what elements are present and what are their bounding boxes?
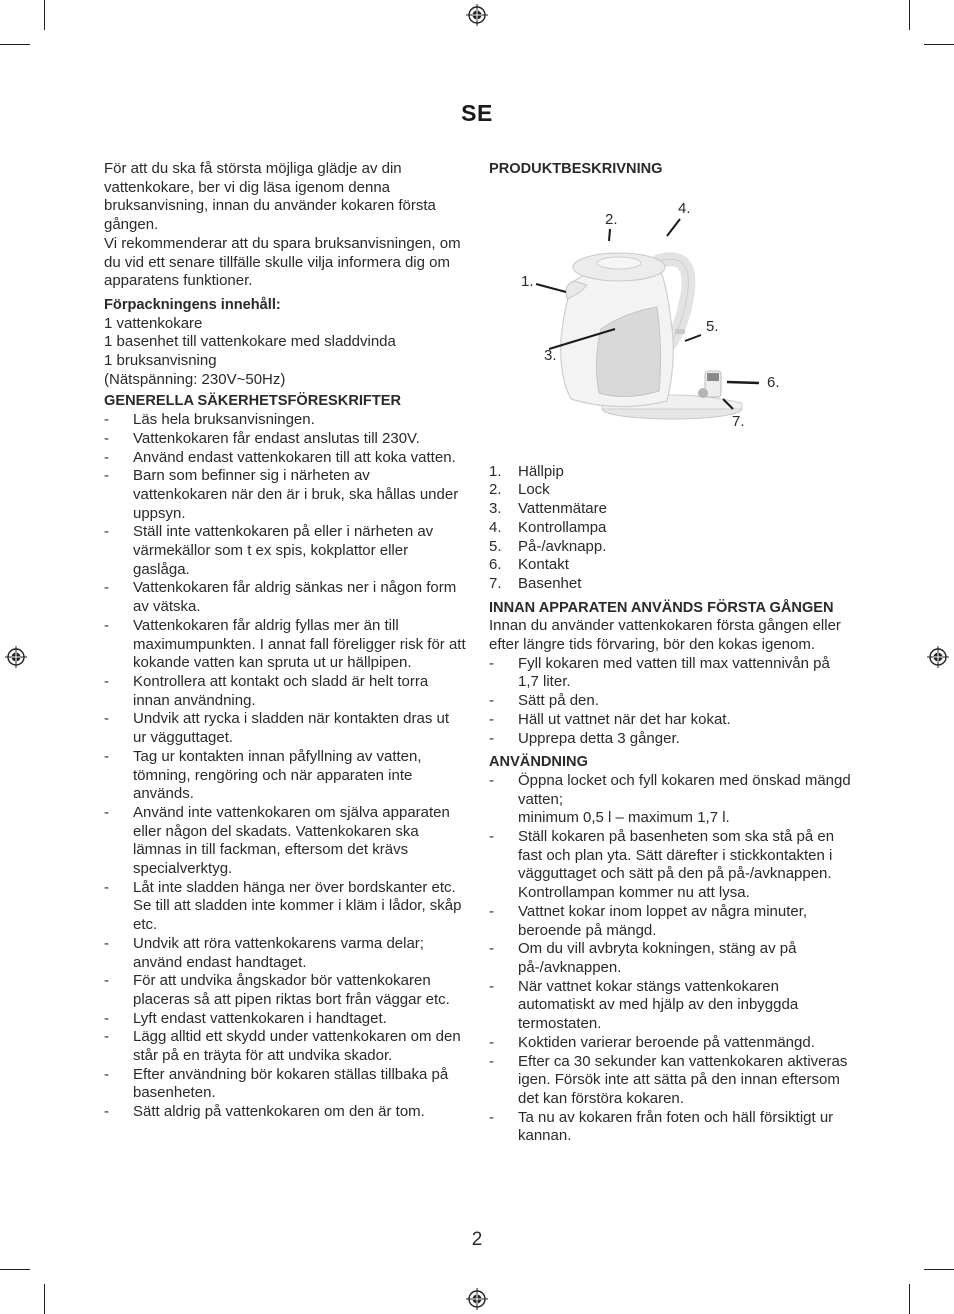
usage-step: Öppna locket och fyll kokaren med önskad mängd vatten; (518, 771, 851, 808)
crop-mark (0, 44, 30, 45)
list-item: - Fyll kokaren med vatten till max vattennivån på 1,7 liter. (489, 655, 851, 692)
list-item (489, 538, 851, 557)
callout-label: 5. (706, 317, 719, 335)
registration-mark-icon (466, 4, 488, 26)
list-item: - Ta nu av kokaren från foten och häll försiktigt ur kannan. (489, 1109, 851, 1146)
list-item: - Lyft endast vattenkokaren i handtaget. (104, 1010, 466, 1029)
list-item: - Sätt aldrig på vattenkokaren om den är tom. (104, 1103, 466, 1122)
page-number: 2 (471, 1229, 483, 1250)
parts-list (489, 463, 851, 594)
list-item: - Om du vill avbryta kokningen, stäng av på på-/avknappen. (489, 940, 851, 977)
list-item: - Undvik att röra vattenkokarens varma delar; använd endast handtaget. (104, 935, 466, 972)
package-line: 1 bruksanvisning (104, 352, 217, 370)
crop-mark (909, 1284, 910, 1314)
list-item: - När vattnet kokar stängs vattenkokaren automatiskt av med hjälp av den inbyggda termostaten. (489, 978, 851, 1034)
package-line: 1 vattenkokare (104, 314, 203, 332)
list-item: - Ställ inte vattenkokaren på eller i närheten av värmekällor som t ex spis, kokplattor eller gaslåga. (104, 523, 466, 579)
crop-mark (44, 0, 45, 30)
list-item: - Upprepa detta 3 gånger. (489, 730, 851, 749)
callout-label: 3. (544, 346, 557, 364)
kettle-drawing (489, 181, 851, 443)
part-label: Vattenmätare (518, 500, 607, 518)
part-number: 1. (489, 462, 502, 480)
right-column (489, 160, 851, 1146)
part-number: 6. (489, 556, 502, 574)
list-item: - Tag ur kontakten innan påfyllning av vatten, tömning, rengöring och när apparaten inte används. (104, 748, 466, 804)
list-item: - Undvik att rycka i sladden när kontakten dras ut ur vägguttaget. (104, 710, 466, 747)
intro-paragraph: Vi rekommenderar att du spara bruksanvisningen, om du vid ett senare tillfälle skulle vilja informera dig om apparatens funktioner. (104, 234, 461, 290)
list-item: - Sätt på den. (489, 692, 851, 711)
crop-mark (909, 0, 910, 30)
crop-mark (0, 1269, 30, 1270)
package-heading: Förpackningens innehåll: (104, 296, 281, 313)
list-item: - Ställ kokaren på basenheten som ska stå på en fast och plan yta. Sätt därefter i stickkontakten i vägguttaget och sätt på den på på-/avknappen. Kontrollampan kommer nu att lysa. (489, 828, 851, 903)
page-title: SE (461, 100, 493, 126)
part-number: 5. (489, 537, 502, 555)
list-item (489, 556, 851, 575)
crop-mark (924, 44, 954, 45)
list-item (489, 575, 851, 594)
list-item: - Vattnet kokar inom loppet av några minuter, beroende på mängd. (489, 903, 851, 940)
usage-heading: ANVÄNDNING (489, 754, 588, 771)
callout-label: 4. (678, 199, 691, 217)
part-number: 4. (489, 518, 502, 536)
callout-label: 7. (732, 412, 745, 430)
package-line: 1 basenhet till vattenkokare med sladdvinda (104, 333, 396, 351)
list-item: - Häll ut vattnet när det har kokat. (489, 711, 851, 730)
first-use-list (489, 655, 851, 749)
left-column (104, 160, 466, 1122)
list-item: - Använd inte vattenkokaren om själva apparaten eller någon del skadats. Vattenkokaren ska lämnas in till fackman, eftersom det krävs specialverktyg. (104, 804, 466, 879)
intro-paragraph: För att du ska få största möjliga glädje av din vattenkokare, ber vi dig läsa igenom denna bruksanvisning, innan du använder kokaren första gången. (104, 160, 436, 234)
package-line: (Nätspänning: 230V~50Hz) (104, 370, 286, 388)
part-label: Lock (518, 481, 550, 499)
safety-heading: GENERELLA SÄKERHETSFÖRESKRIFTER (104, 393, 402, 410)
registration-mark-icon (466, 1288, 488, 1310)
part-number: 7. (489, 574, 502, 592)
list-item: - Vattenkokaren får endast anslutas till 230V. (104, 430, 466, 449)
kettle-illustration (489, 181, 851, 443)
list-item (489, 481, 851, 500)
list-item: - Vattenkokaren får aldrig fyllas mer än till maximumpunkten. I annat fall föreligger risk för att kokande vatten kan spruta ut ur hällpipen. (104, 617, 466, 673)
usage-list (489, 772, 851, 1146)
part-label: På-/avknapp. (518, 537, 607, 555)
list-item: - Efter användning bör kokaren ställas tillbaka på basenheten. (104, 1066, 466, 1103)
list-item: - Barn som befinner sig i närheten av vattenkokaren när den är i bruk, ska hållas under uppsyn. (104, 467, 466, 523)
usage-step-detail: minimum 0,5 l – maximum 1,7 l. (518, 809, 730, 827)
callout-label: 1. (521, 272, 534, 290)
list-item (489, 463, 851, 482)
list-item: - Kontrollera att kontakt och sladd är helt torra innan användning. (104, 673, 466, 710)
list-item: - Läs hela bruksanvisningen. (104, 411, 466, 430)
first-use-heading: INNAN APPARATEN ANVÄNDS FÖRSTA GÅNGEN (489, 599, 834, 616)
list-item: - Vattenkokaren får aldrig sänkas ner i någon form av vätska. (104, 579, 466, 616)
part-label: Kontrollampa (518, 518, 607, 536)
crop-mark (924, 1269, 954, 1270)
crop-mark (44, 1284, 45, 1314)
list-item: - Lägg alltid ett skydd under vattenkokaren om den står på en träyta för att undvika skador. (104, 1028, 466, 1065)
part-label: Hällpip (518, 462, 564, 480)
package-list (104, 315, 466, 390)
callout-label: 2. (605, 210, 618, 228)
list-item (489, 500, 851, 519)
list-item (489, 519, 851, 538)
first-use-intro: Innan du använder vattenkokaren första gången eller efter längre tids förvaring, bör den kokas igenom. (489, 617, 841, 654)
list-item: - Låt inte sladden hänga ner över bordskanter etc. Se till att sladden inte kommer i kläm i lådor, skåp etc. (104, 879, 466, 935)
callout-label: 6. (767, 373, 780, 391)
part-label: Basenhet (518, 574, 582, 592)
list-item (489, 772, 851, 828)
list-item: - Använd endast vattenkokaren till att koka vatten. (104, 449, 466, 468)
registration-mark-icon (927, 646, 949, 668)
list-item: - För att undvika ångskador bör vattenkokaren placeras så att pipen riktas bort från väggar etc. (104, 972, 466, 1009)
part-number: 2. (489, 481, 502, 499)
part-label: Kontakt (518, 556, 569, 574)
product-heading: PRODUKTBESKRIVNING (489, 161, 663, 177)
part-number: 3. (489, 500, 502, 518)
list-item: - Efter ca 30 sekunder kan vattenkokaren aktiveras igen. Försök inte att sätta på den innan eftersom det kan förstöra kokaren. (489, 1053, 851, 1109)
list-item: - Koktiden varierar beroende på vattenmängd. (489, 1034, 851, 1053)
registration-mark-icon (5, 646, 27, 668)
safety-list (104, 411, 466, 1122)
